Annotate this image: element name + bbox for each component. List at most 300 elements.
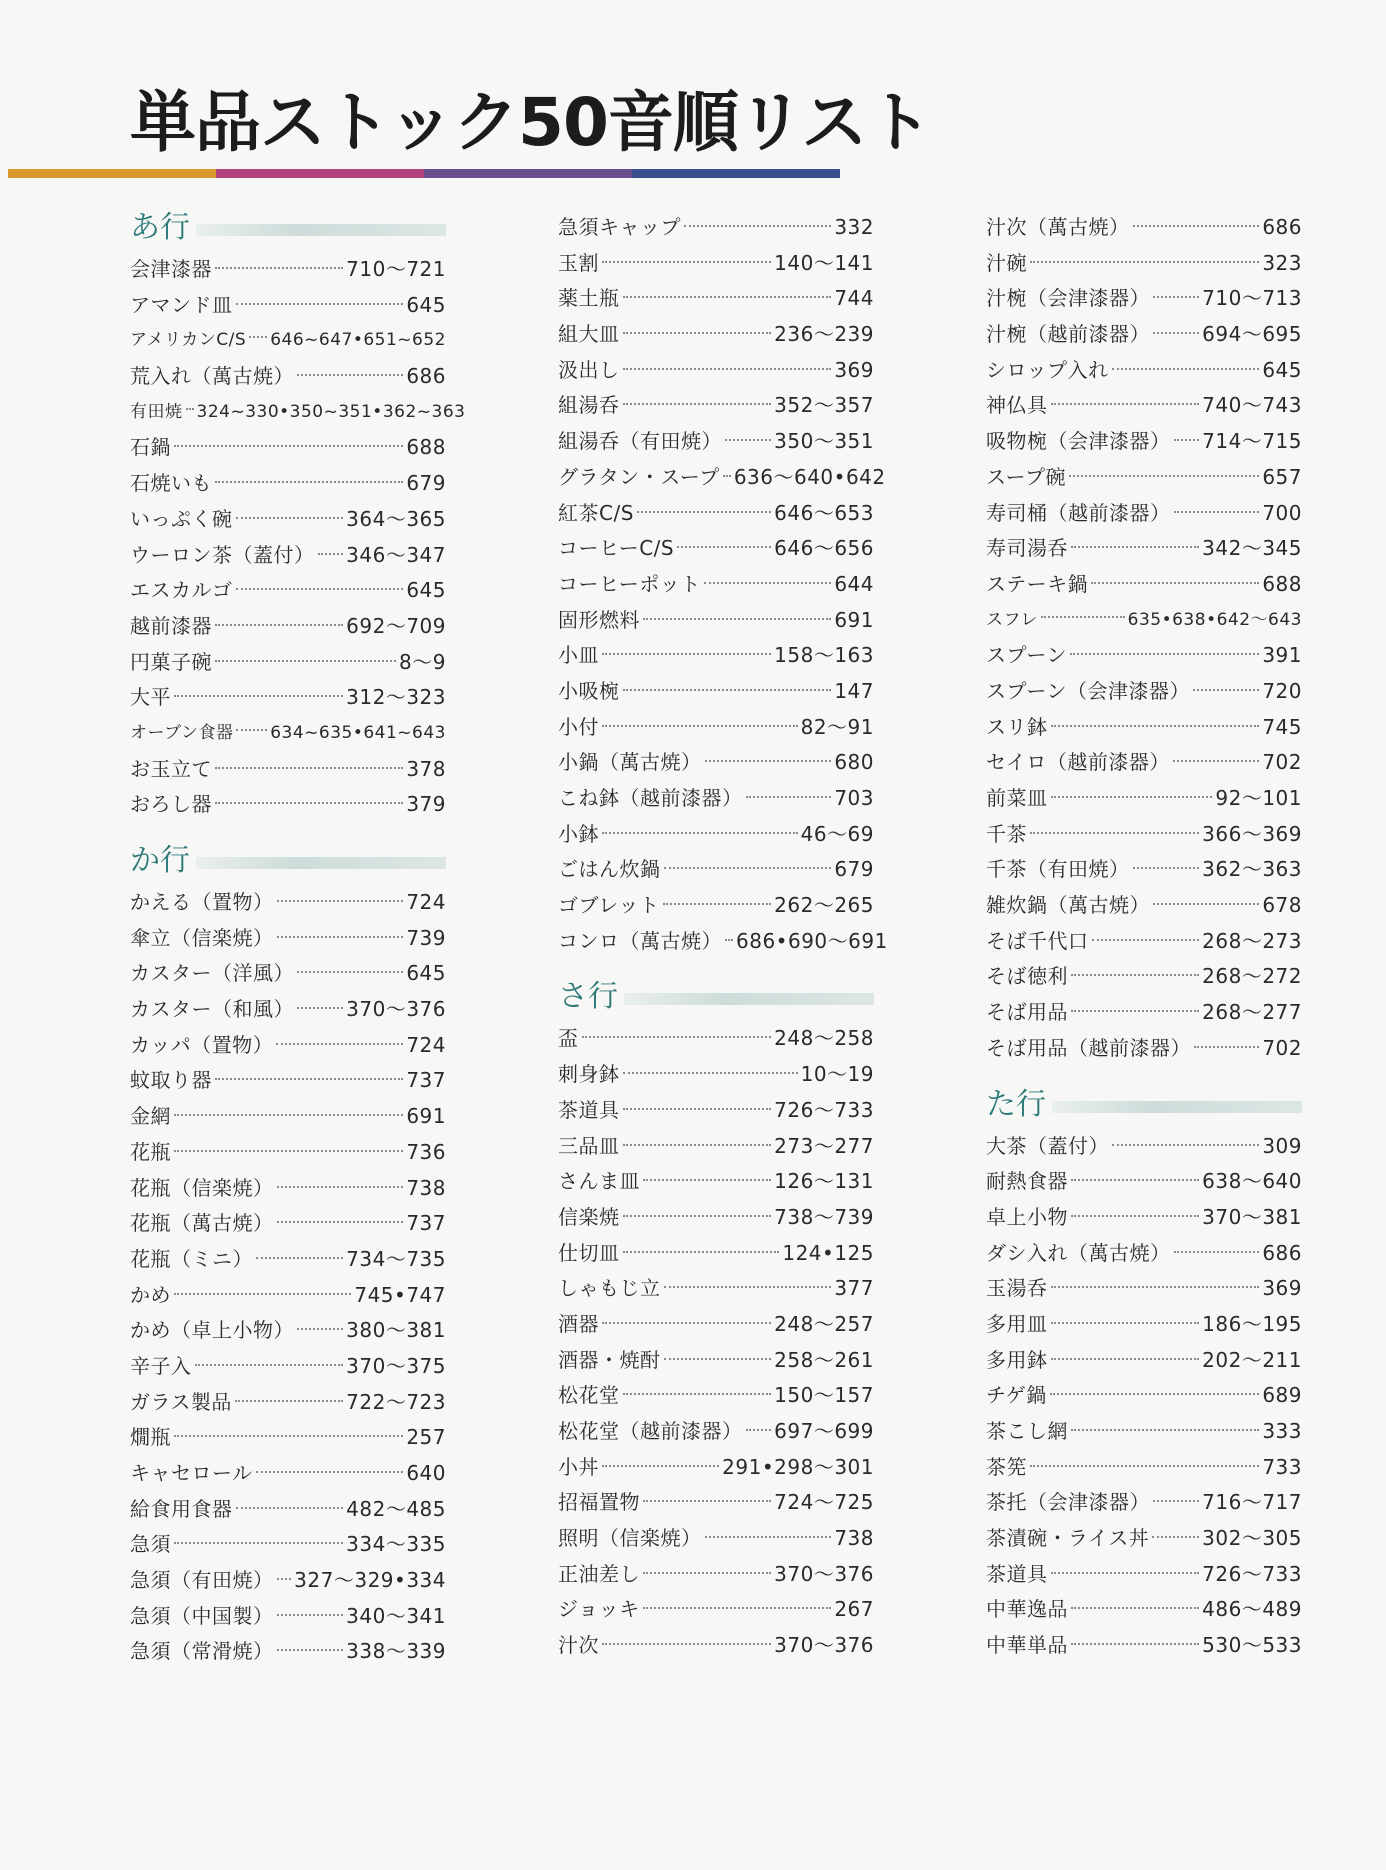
index-entry [558,1343,874,1379]
entry-name: 招福置物 [558,1490,640,1515]
entry-name: カスター（洋風） [130,961,294,986]
entry-name: 汲出し [558,357,620,382]
entry-page: 369 [834,357,874,382]
entry-name: チゲ鍋 [986,1383,1047,1408]
entry-page: 391 [1262,643,1302,668]
dot-leader [1041,616,1125,618]
dot-leader [1051,1572,1200,1574]
entry-page: 689 [1262,1383,1302,1408]
dot-leader [174,1435,403,1437]
index-entry [558,531,874,567]
entry-page: 716〜717 [1202,1490,1302,1515]
dot-leader [1071,1643,1199,1645]
dot-leader [1152,1536,1199,1538]
entry-page: 640 [406,1461,446,1485]
index-entry [986,1414,1302,1450]
index-entry [986,852,1302,888]
entry-page: 724 [406,1032,446,1057]
entry-name: 多用皿 [986,1311,1048,1336]
dot-leader [1050,1393,1260,1395]
index-entry [986,1485,1302,1521]
entry-name: 汁椀（越前漆器） [986,322,1150,347]
section-band [624,993,874,1005]
dot-leader [1051,1358,1200,1360]
entry-name: 寿司湯呑 [986,536,1068,561]
entry-name: 三品皿 [558,1133,620,1158]
entry-name: ステーキ鍋 [986,571,1089,596]
entry-name: カッパ（置物） [130,1032,274,1057]
dot-leader [1051,725,1260,727]
index-entry [986,460,1302,496]
index-entry [130,1135,446,1171]
entry-name: グラタン・スープ [558,464,720,489]
index-entry [986,995,1302,1031]
entry-name: 花瓶（信楽焼） [130,1175,274,1200]
dot-leader [1091,582,1259,584]
entry-page: 46〜69 [800,821,874,846]
index-entry [130,359,446,395]
entry-page: 645 [406,292,446,317]
entry-page: 686•690〜691 [736,928,888,953]
index-entry [986,1129,1302,1165]
dot-leader [1051,1322,1200,1324]
entry-name: 急須（中国製） [130,1603,274,1628]
entry-page: 645 [1262,357,1302,382]
entry-name: 茶道具 [986,1561,1048,1586]
index-entry [558,353,874,389]
entry-page: 688 [1262,571,1302,596]
entry-page: 634~635•641~643 [270,722,446,743]
index-entry [986,531,1302,567]
dot-leader [236,588,404,590]
dot-leader [1071,1179,1199,1181]
entry-name: お玉立て [130,756,212,781]
entry-name: 急須（常滑焼） [130,1639,274,1664]
index-entry [130,1599,446,1635]
index-entry [130,992,446,1028]
entry-page: 697〜699 [774,1419,874,1443]
entry-name: スプーン（会津漆器） [986,678,1190,703]
entry-page: 202〜211 [1202,1347,1302,1372]
index-entry [130,1242,446,1278]
index-entry [986,710,1302,746]
dot-leader [1193,689,1259,691]
index-entry [130,680,446,716]
dot-leader [623,1393,772,1395]
entry-name: こね鉢（越前漆器） [558,786,743,810]
entry-page: 370〜381 [1202,1204,1302,1229]
entry-name: 大平 [130,685,171,710]
entry-page: 323 [1262,250,1302,275]
entry-name: 卓上小物 [986,1204,1068,1229]
entry-page: 8〜9 [399,649,446,674]
entry-name: ゴブレット [558,893,660,918]
entry-name: 酒器 [558,1311,599,1336]
entry-name: 有田焼 [130,401,183,422]
entry-name: 松花堂（越前漆器） [558,1419,743,1443]
entry-name: カスター（和風） [130,997,294,1022]
entry-page: 714〜715 [1202,429,1302,454]
entry-name: エスカルゴ [130,578,233,603]
dot-leader [1051,796,1213,798]
entry-name: コーヒーポット [558,571,701,596]
dot-leader [297,1328,343,1330]
title-underline-segment [216,169,424,178]
index-entry [986,1271,1302,1307]
entry-page: 309 [1262,1133,1302,1158]
index-entry [130,1456,446,1492]
entry-page: 150〜157 [774,1383,874,1408]
index-entry [986,638,1302,674]
entry-name: セイロ（越前漆器） [986,750,1170,775]
entry-page: 350〜351 [774,429,874,454]
dot-leader [623,332,772,334]
dot-leader [1030,1465,1259,1467]
dot-leader [746,1429,772,1431]
entry-page: 702 [1262,750,1302,775]
dot-leader [643,1607,832,1609]
dot-leader [215,267,343,269]
section-heading [130,843,446,879]
entry-page: 686 [406,364,446,389]
entry-name: 急須キャップ [558,215,681,239]
entry-name: アメリカンC/S [130,330,247,351]
dot-leader [256,1257,343,1259]
index-entry [558,1271,874,1307]
dot-leader [1194,1046,1259,1048]
dot-leader [174,1114,403,1116]
entry-page: 710〜713 [1202,286,1302,311]
entry-name: スプーン [986,643,1067,668]
entry-name: 組湯呑 [558,393,620,418]
entry-page: 646〜656 [774,536,874,561]
entry-name: 茶道具 [558,1097,620,1122]
entry-name: おろし器 [130,792,212,817]
entry-name: 小鉢 [558,821,599,846]
dot-leader [1112,368,1260,370]
index-entry [130,323,446,359]
entry-name: 給食用食器 [130,1496,233,1521]
dot-leader [277,1186,404,1188]
dot-leader [602,832,798,834]
index-entry [558,1557,874,1593]
index-entry [130,956,446,992]
entry-name: 大茶（蓋付） [986,1133,1109,1158]
dot-leader [174,1542,343,1544]
entry-page: 694〜695 [1202,322,1302,347]
entry-page: 680 [834,750,874,775]
entry-name: 辛子入 [130,1353,192,1378]
index-entry [986,1557,1302,1593]
index-entry [986,1307,1302,1343]
entry-page: 352〜357 [774,393,874,418]
entry-page: 745•747 [354,1282,446,1307]
dot-leader [215,624,343,626]
entry-name: 照明（信楽焼） [558,1526,702,1551]
entry-page: 734〜735 [346,1246,446,1271]
entry-page: 257 [406,1425,446,1450]
index-entry [130,252,446,288]
dot-leader [1153,296,1199,298]
dot-leader [174,445,403,447]
index-entry [130,1385,446,1421]
dot-leader [664,867,832,869]
dot-leader [602,1465,719,1467]
index-entry [986,1450,1302,1486]
index-entry [130,787,446,823]
index-entry [558,603,874,639]
entry-page: 691 [834,607,874,632]
entry-name: コーヒーC/S [558,536,675,561]
entry-name: 汁次（萬古焼） [986,215,1130,239]
entry-page: 364〜365 [346,506,446,531]
dot-leader [277,1614,344,1616]
entry-page: 236〜239 [774,322,874,347]
entry-page: 126〜131 [774,1169,874,1194]
entry-name: 前菜皿 [986,786,1048,810]
index-entry [558,638,874,674]
entry-page: 530〜533 [1202,1633,1302,1658]
index-entry [130,1171,446,1207]
entry-page: 302〜305 [1202,1526,1302,1551]
dot-leader [1069,475,1259,477]
index-entry [130,1492,446,1528]
entry-name: 固形燃料 [558,607,640,632]
dot-leader [623,1251,780,1253]
index-entry [986,353,1302,389]
index-entry [130,538,446,574]
dot-leader [725,939,733,941]
index-entry [558,246,874,282]
entry-page: 340〜341 [346,1603,446,1628]
dot-leader [1133,867,1200,869]
index-entry [986,1343,1302,1379]
dot-leader [746,796,832,798]
index-entry [558,1485,874,1521]
dot-leader [1112,1144,1259,1146]
index-entry [986,424,1302,460]
entry-page: 646〜653 [774,500,874,525]
entry-page: 327〜329•334 [294,1568,446,1593]
dot-leader [725,439,771,441]
index-entry [986,674,1302,710]
index-entry [558,1628,874,1664]
dot-leader [1071,1429,1259,1431]
entry-name: 玉割 [558,250,599,275]
entry-name: スープ碗 [986,464,1066,489]
entry-name: 信楽焼 [558,1204,620,1229]
index-entry [986,959,1302,995]
dot-leader [582,1036,772,1038]
entry-page: 724 [406,890,446,914]
entry-page: 158〜163 [774,643,874,668]
entry-name: 中華逸品 [986,1597,1068,1622]
entry-page: 745 [1262,714,1302,739]
index-column-3 [986,210,1302,1664]
index-entry [986,210,1302,246]
dot-leader [1153,332,1199,334]
index-entry [130,1420,446,1456]
dot-leader [643,618,831,620]
entry-name: コンロ（萬古焼） [558,928,722,953]
entry-page: 362〜363 [1202,857,1302,882]
dot-leader [623,1144,772,1146]
dot-leader [664,1358,772,1360]
dot-leader [1070,653,1259,655]
index-entry [130,645,446,681]
entry-page: 338〜339 [346,1639,446,1664]
index-entry [986,317,1302,353]
entry-name: 円菓子碗 [130,649,212,674]
entry-page: 380〜381 [346,1318,446,1343]
index-entry [986,1378,1302,1414]
entry-name: 薬土瓶 [558,286,620,311]
dot-leader [705,1536,832,1538]
dot-leader [174,1293,351,1295]
title-underline-segment [424,169,632,178]
section-label: さ行 [558,979,618,1015]
index-entry [558,1450,874,1486]
entry-page: 370〜376 [346,997,446,1022]
entry-page: 638〜640 [1202,1169,1302,1194]
entry-name: 蚊取り器 [130,1068,212,1093]
section-gap [558,959,874,979]
entry-name: 中華単品 [986,1633,1068,1658]
entry-name: 千茶 [986,821,1027,846]
section-heading [986,1087,1302,1123]
entry-page: 686 [1262,215,1302,239]
section-heading [130,210,446,246]
dot-leader [623,1072,798,1074]
entry-name: オーブン食器 [130,722,234,743]
index-entry [558,781,874,817]
entry-name: 会津漆器 [130,257,212,281]
dot-leader [236,1507,344,1509]
index-entry [986,781,1302,817]
dot-leader [249,336,267,338]
entry-page: 379 [406,792,446,817]
entry-page: 147 [834,678,874,703]
dot-leader [277,1221,404,1223]
entry-name: 雑炊鍋（萬古焼） [986,893,1150,918]
entry-page: 312〜323 [346,685,446,710]
entry-name: 茶漬碗・ライス丼 [986,1526,1150,1551]
entry-name: さんま皿 [558,1169,640,1194]
section-label: あ行 [130,210,190,245]
entry-name: 越前漆器 [130,613,212,638]
entry-page: 636〜640•642 [733,464,886,489]
entry-page: 10〜19 [800,1062,874,1087]
index-column-2 [558,210,888,1664]
entry-page: 334〜335 [346,1532,446,1557]
index-entry [558,745,874,781]
entry-page: 248〜258 [774,1026,874,1051]
index-entry [986,745,1302,781]
entry-page: 332 [834,215,874,239]
dot-leader [1174,439,1200,441]
index-entry [558,424,874,460]
dot-leader [643,1179,771,1181]
index-entry [130,430,446,466]
dot-leader [215,802,403,804]
entry-name: 千茶（有田焼） [986,857,1130,882]
dot-leader [705,760,832,762]
entry-name: 汁次 [558,1633,599,1658]
entry-name: そば千代口 [986,928,1089,953]
entry-page: 273〜277 [774,1133,874,1158]
entry-page: 635•638•642〜643 [1127,609,1302,630]
entry-page: 737 [406,1068,446,1093]
entry-page: 645 [406,961,446,986]
index-entry [558,1200,874,1236]
section-gap [986,1067,1302,1087]
index-entry [558,1414,874,1450]
entry-name: アマンド皿 [130,292,233,317]
dot-leader [623,1215,772,1217]
dot-leader [684,225,831,227]
entry-name: 盃 [558,1026,579,1051]
entry-name: 小皿 [558,643,599,668]
entry-name: 正油差し [558,1561,640,1586]
index-entry [558,1021,874,1057]
entry-page: 262〜265 [774,893,874,918]
entry-page: 744 [834,286,874,311]
index-entry [130,1063,446,1099]
entry-page: 738〜739 [774,1204,874,1229]
dot-leader [723,475,731,477]
entry-name: 仕切皿 [558,1240,620,1265]
entry-page: 366〜369 [1202,821,1302,846]
entry-name: かめ（卓上小物） [130,1318,294,1343]
dot-leader [643,1572,771,1574]
entry-name: ウーロン茶（蓋付） [130,542,315,567]
entry-page: 722〜723 [346,1389,446,1414]
entry-page: 686 [1262,1240,1302,1265]
dot-leader [318,553,344,555]
index-entry [986,281,1302,317]
index-entry [130,885,446,921]
entry-page: 258〜261 [774,1347,874,1372]
entry-name: シロップ入れ [986,357,1109,382]
index-entry [130,1206,446,1242]
dot-leader [215,481,403,483]
entry-page: 740〜743 [1202,393,1302,418]
entry-name: 耐熱食器 [986,1169,1068,1194]
entry-page: 645 [406,578,446,603]
index-entry [558,1093,874,1129]
index-entry [130,1278,446,1314]
entry-name: 荒入れ（萬古焼） [130,364,294,389]
dot-leader [623,368,832,370]
index-entry [558,888,874,924]
entry-name: 花瓶（ミニ） [130,1246,253,1271]
dot-leader [236,517,344,519]
section-label: た行 [986,1086,1046,1122]
index-entry [986,1200,1302,1236]
entry-page: 370〜375 [346,1353,446,1378]
entry-page: 700 [1262,500,1302,525]
entry-page: 739 [406,925,446,950]
dot-leader [236,303,404,305]
dot-leader [602,1643,771,1645]
index-entry [130,466,446,502]
index-entry [130,1563,446,1599]
entry-name: 金網 [130,1104,171,1129]
entry-page: 737 [406,1211,446,1236]
section-gap [130,823,446,843]
dot-leader [297,971,403,973]
index-entry [558,460,886,496]
